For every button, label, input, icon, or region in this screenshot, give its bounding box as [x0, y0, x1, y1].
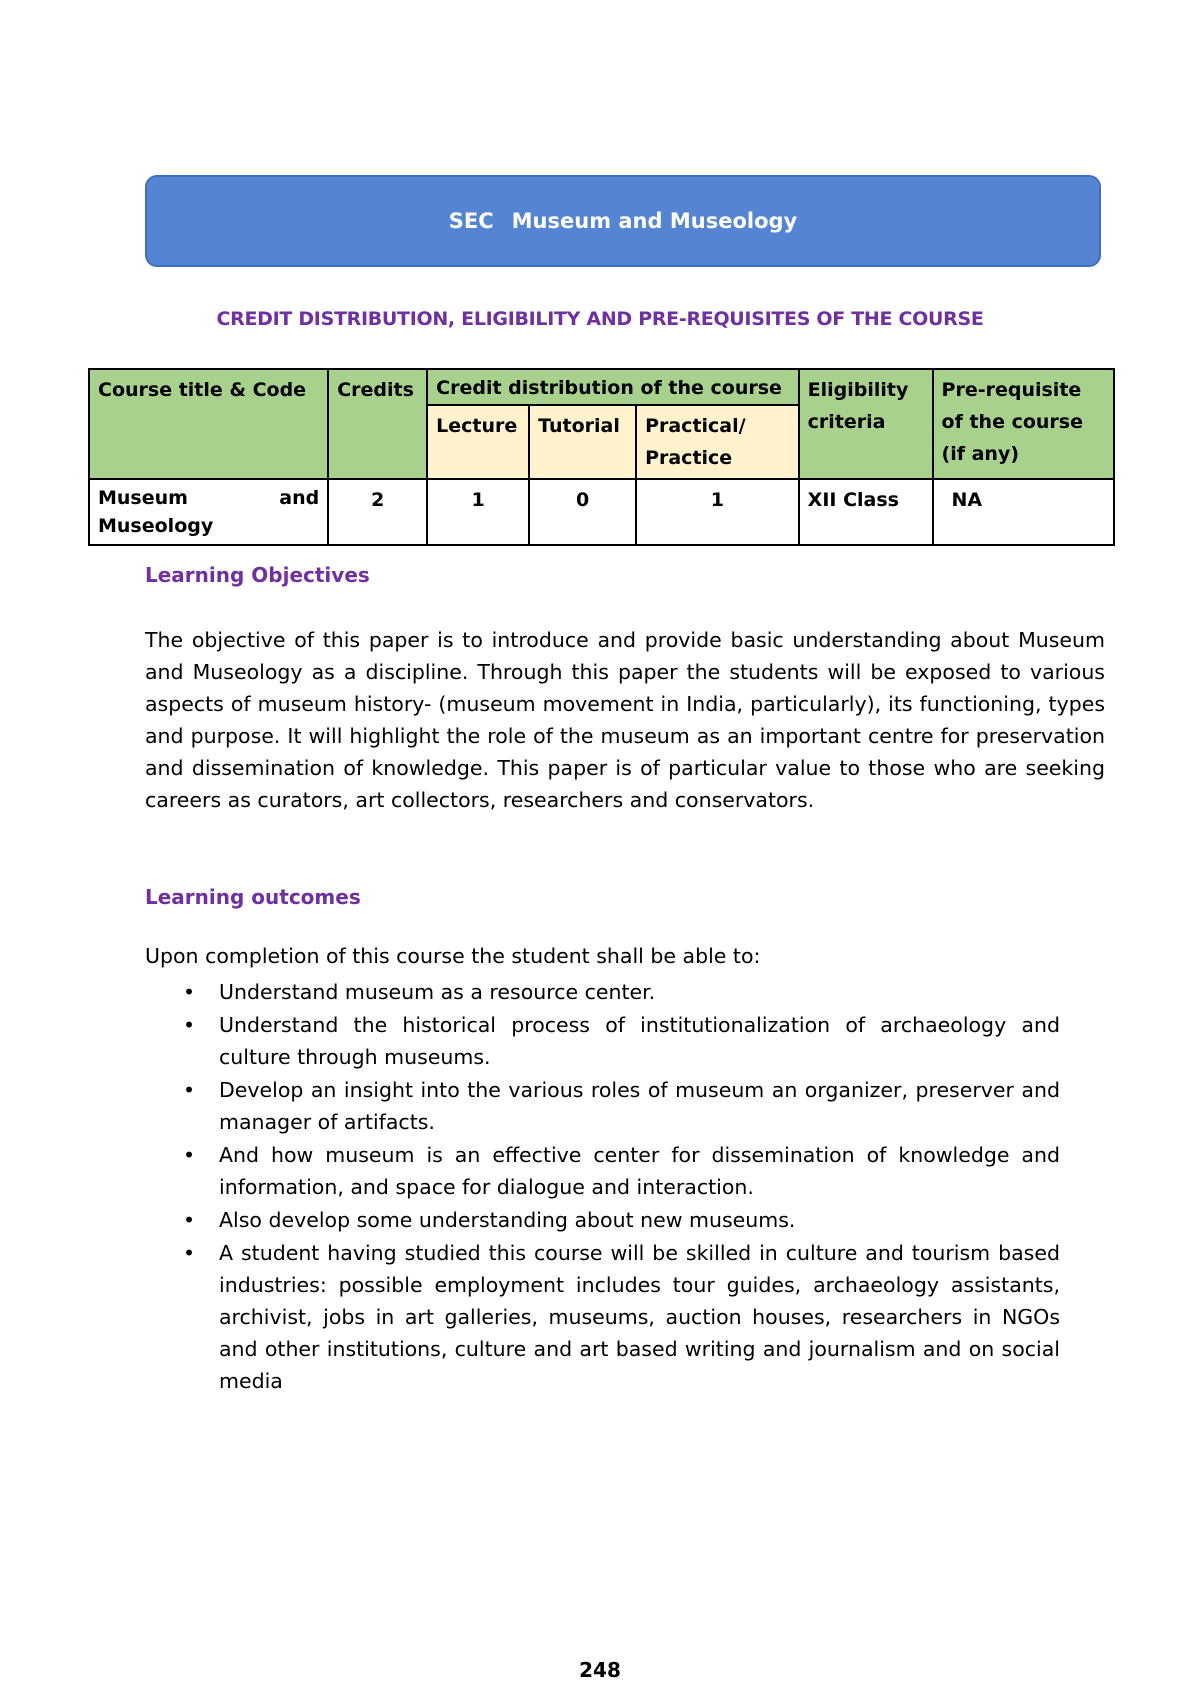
header-eligibility-line1: Eligibility [807, 379, 909, 401]
outcome-text: Also develop some understanding about new museums. [219, 1208, 796, 1232]
list-item [145, 1009, 1060, 1073]
list-item [145, 1074, 1060, 1138]
cell-practical: 1 [636, 479, 799, 545]
bullet-icon: • [183, 1078, 196, 1102]
learning-objectives-heading: Learning Objectives [145, 563, 370, 587]
outcome-text: And how museum is an effective center for dissemination of knowledge and information, and space for dialogue and interaction. [219, 1143, 1060, 1199]
header-credits: Credits [328, 369, 427, 479]
cell-prerequisite: NA [933, 479, 1114, 545]
credit-distribution-heading: CREDIT DISTRIBUTION, ELIGIBILITY AND PRE-REQUISITES OF THE COURSE [216, 308, 984, 330]
credit-distribution-table [88, 368, 1115, 546]
header-practical-line1: Practical/ [645, 415, 746, 437]
outcome-text: A student having studied this course will be skilled in culture and tourism based industries: possible employment includes tour guides, archaeology assistants, archivist, jobs in art galleries, museums, auction houses, researchers in NGOs and other institutions, culture and art based writing and journalism and on social media [219, 1241, 1060, 1393]
header-prerequisite-line2: of the course [941, 411, 1083, 433]
header-practical [636, 405, 799, 479]
header-course-title: Course title & Code [89, 369, 328, 479]
header-prerequisite [933, 369, 1114, 479]
bullet-icon: • [183, 1143, 196, 1167]
banner-prefix: SEC [448, 209, 494, 233]
header-eligibility-line2: criteria [807, 411, 886, 433]
cell-tutorial: 0 [529, 479, 636, 545]
bullet-icon: • [183, 980, 196, 1004]
page-number: 248 [579, 1658, 621, 1682]
list-item [145, 1139, 1060, 1203]
outcome-text: Understand museum as a resource center. [219, 980, 656, 1004]
header-lecture: Lecture [427, 405, 529, 479]
cell-course-line2: Museology [98, 515, 214, 537]
header-prerequisite-line3: (if any) [941, 443, 1020, 465]
outcome-text: Understand the historical process of institutionalization of archaeology and culture through museums. [219, 1013, 1060, 1069]
header-credit-distribution: Credit distribution of the course [427, 369, 799, 405]
bullet-icon: • [183, 1208, 196, 1232]
header-tutorial: Tutorial [529, 405, 636, 479]
list-item [145, 1237, 1060, 1397]
cell-course-title [89, 479, 328, 545]
header-prerequisite-line1: Pre-requisite [941, 379, 1082, 401]
cell-eligibility: XII Class [799, 479, 933, 545]
header-eligibility [799, 369, 933, 479]
course-title-banner [145, 175, 1101, 267]
learning-outcomes-list [145, 976, 1060, 1398]
table-header-row [89, 369, 1114, 405]
list-item [145, 976, 1060, 1008]
learning-objectives-text: The objective of this paper is to introduce and provide basic understanding about Museum and Museology as a discipline. Through this paper the students will be exposed to various aspects of museum history- (museum movement in India, particularly), its functioning, types and purpose. It will highlight the role of the museum as an important centre for preservation and dissemination of knowledge. This paper is of particular value to those who are seeking careers as curators, art collectors, researchers and conservators. [145, 628, 1105, 812]
bullet-icon: • [183, 1241, 196, 1265]
list-item [145, 1204, 1060, 1236]
banner-title: Museum and Museology [511, 209, 798, 233]
cell-course-word2: and [279, 487, 320, 509]
learning-outcomes-heading: Learning outcomes [145, 885, 361, 909]
cell-lecture: 1 [427, 479, 529, 545]
learning-outcomes-intro: Upon completion of this course the student shall be able to: [145, 944, 761, 968]
bullet-icon: • [183, 1013, 196, 1037]
outcome-text: Develop an insight into the various roles of museum an organizer, preserver and manager of artifacts. [219, 1078, 1060, 1134]
cell-course-word1: Museum [98, 487, 188, 509]
table-row [89, 479, 1114, 545]
cell-credits: 2 [328, 479, 427, 545]
header-practical-line2: Practice [645, 447, 733, 469]
